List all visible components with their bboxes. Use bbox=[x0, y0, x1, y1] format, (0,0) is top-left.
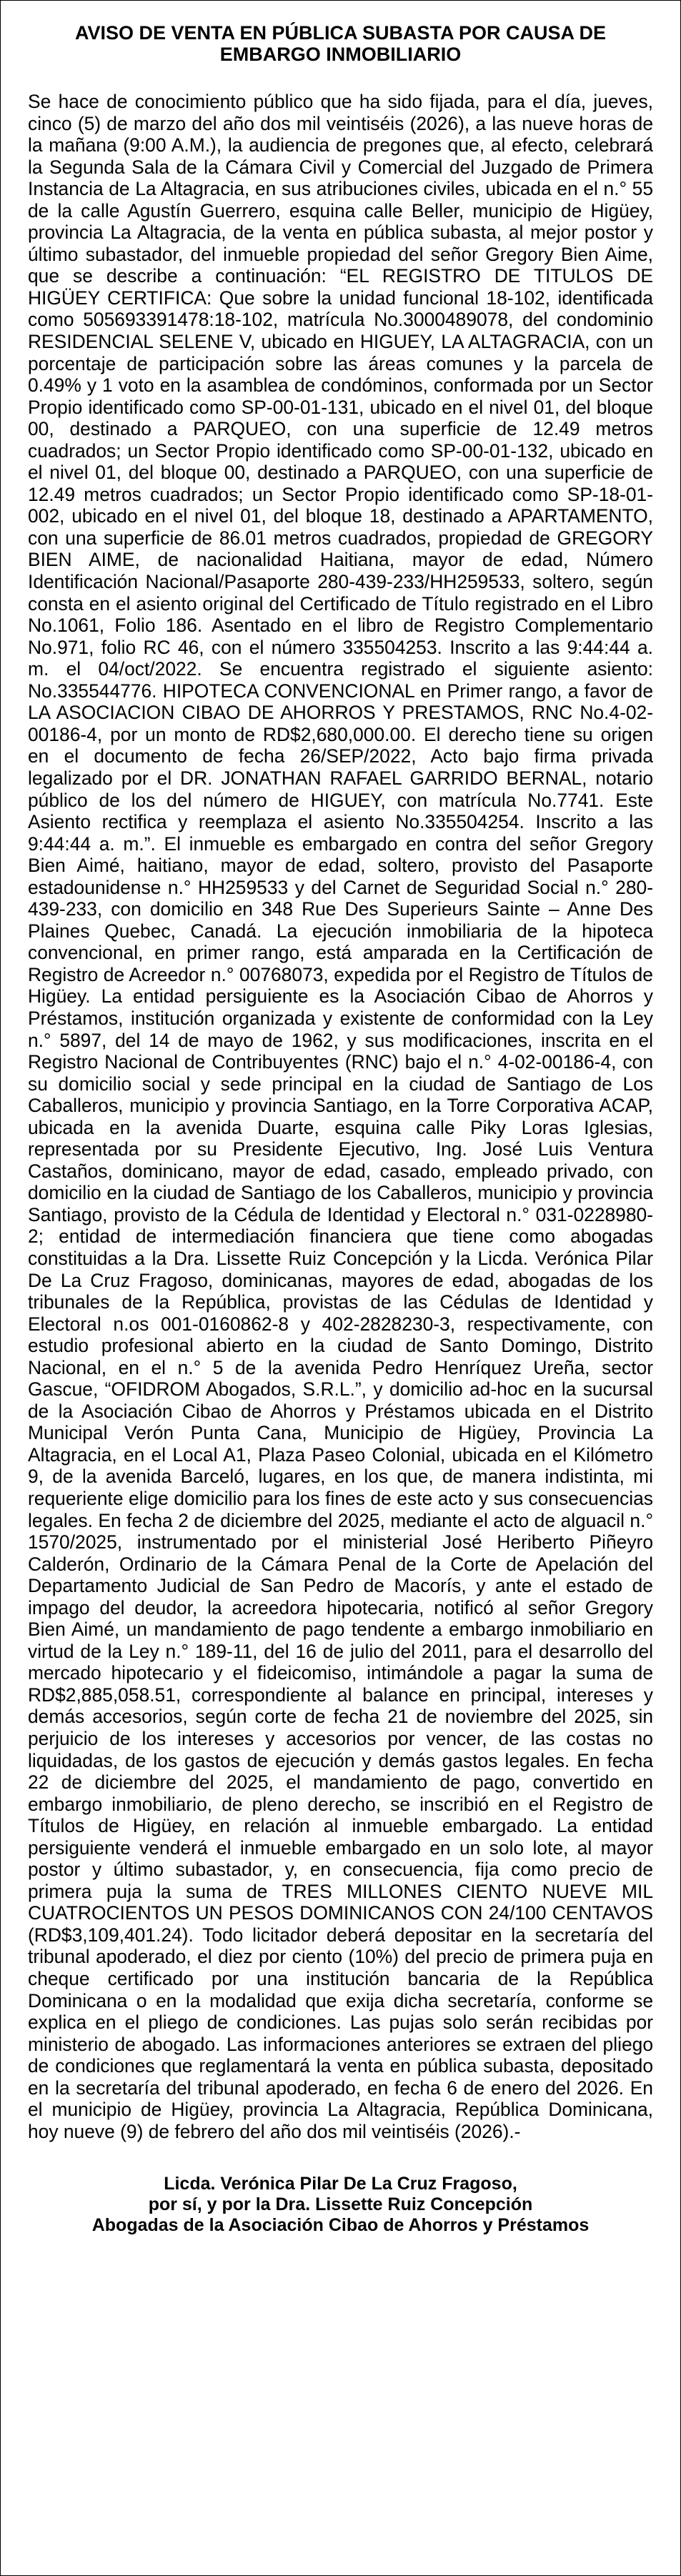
notice-body-text: Se hace de conocimiento público que ha sido fijada, para el día, jueves, cinco (5) de marzo del año dos mil veintiséis (2026), a las nueve horas de la mañana (9:00 A.M.), la audiencia de pregones que, al efecto, celebrará la Segunda Sala de la Cámara Civil y Comercial del Juzgado de Primera Instancia de La Altagracia, en sus atribuciones civiles, ubicada en el n.° 55 de la calle Agustín Guerrero, esquina calle Beller, municipio de Higüey, provincia La Altagracia, de la venta en pública subasta, al mejor postor y último subastador, del inmueble propiedad del señor Gregory Bien Aime, que se describe a continuación: “EL REGISTRO DE TITULOS DE HIGÜEY CERTIFICA: Que sobre la unidad funcional 18-102, identificada como 505693391478:18-102, matrícula No.3000489078, del condominio RESIDENCIAL SELENE V, ubicado en HIGUEY, LA ALTAGRACIA, con un porcentaje de participación sobre las áreas comunes y la parcela de 0.49% y 1 voto en la asamblea de condóminos, conformada por un Sector Propio identificado como SP-00-01-131, ubicado en el nivel 01, del bloque 00, destinado a PARQUEO, con una superficie de 12.49 metros cuadrados; un Sector Propio identificado como SP-00-01-132, ubicado en el nivel 01, del bloque 00, destinado a PARQUEO, con una superficie de 12.49 metros cuadrados; un Sector Propio identificado como SP-18-01-002, ubicado en el nivel 01, del bloque 18, destinado a APARTAMENTO, con una superficie de 86.01 metros cuadrados, propiedad de GREGORY BIEN AIME, de nacionalidad Haitiana, mayor de edad, Número Identificación Nacional/Pasaporte 280-439-233/HH259533, soltero, según consta en el asiento original del Certificado de Título registrado en el Libro No.1061, Folio 186. Asentado en el libro de Registro Complementario No.971, folio RC 46, con el número 335504253. Inscrito a las 9:44:44 a. m. el 04/oct/2022. Se encuentra registrado el siguiente asiento: No.335544776. HIPOTECA CONVENCIONAL en Primer rango, a favor de LA ASOCIACION CIBAO DE AHORROS Y PRESTAMOS, RNC No.4-02-00186-4, por un monto de RD$2,680,000.00. El derecho tiene su origen en el documento de fecha 26/SEP/2022, Acto bajo firma privada legalizado por el DR. JONATHAN RAFAEL GARRIDO BERNAL, notario público de los del número de HIGUEY, con matrícula No.7741. Este Asiento rectifica y reemplaza el asiento No.335504254. Inscrito a las 9:44:44 a. m.”. El inmueble es embargado en contra del señor Gregory Bien Aimé, haitiano, mayor de edad, soltero, provisto del Pasaporte estadounidense n.° HH259533 y del Carnet de Seguridad Social n.° 280-439-233, con domicilio en 348 Rue Des Superieurs Sainte – Anne Des Plaines Quebec, Canadá. La ejecución inmobiliaria de la hipoteca convencional, en primer rango, está amparada en la Certificación de Registro de Acreedor n.° 00768073, expedida por el Registro de Títulos de Higüey. La entidad persiguiente es la Asociación Cibao de Ahorros y Préstamos, institución organizada y existente de conformidad con la Ley n.° 5897, del 14 de mayo de 1962, y sus modificaciones, inscrita en el Registro Nacional de Contribuyentes (RNC) bajo el n.° 4-02-00186-4, con su domicilio social y sede principal en la ciudad de Santiago de Los Caballeros, municipio y provincia Santiago, en la Torre Corporativa ACAP, ubicada en la avenida Duarte, esquina calle Piky Loras Iglesias, representada por su Presidente Ejecutivo, Ing. José Luis Ventura Castaños, dominicano, mayor de edad, casado, empleado privado, con domicilio en la ciudad de Santiago de los Caballeros, municipio y provincia Santiago, provisto de la Cédula de Identidad y Electoral n.° 031-0228980-2; entidad de intermediación financiera que tiene como abogadas constituidas a la Dra. Lissette Ruiz Concepción y la Licda. Verónica Pilar De La Cruz Fragoso, dominicanas, mayores de edad, abogadas de los tribunales de la República, provistas de las Cédulas de Identidad y Electoral n.os 001-0160862-8 y 402-2828230-3, respectivamente, con estudio profesional abierto en la ciudad de Santo Domingo, Distrito Nacional, en el n.° 5 de la avenida Pedro Henríquez Ureña, sector Gascue, “OFIDROM Abogados, S.R.L.”, y domicilio ad-hoc en la sucursal de la Asociación Cibao de Ahorros y Préstamos ubicada en el Distrito Municipal Verón Punta Cana, Municipio de Higüey, Provincia La Altagracia, en el Local A1, Plaza Paseo Colonial, ubicada en el Kilómetro 9, de la avenida Barceló, lugares, en los que, de manera indistinta, mi requeriente elige domicilio para los fines de este acto y sus consecuencias legales. En fecha 2 de diciembre del 2025, mediante el acto de alguacil n.° 1570/2025, instrumentado por el ministerial José Heriberto Piñeyro Calderón, Ordinario de la Cámara Penal de la Corte de Apelación del Departamento Judicial de San Pedro de Macorís, y ante el estado de impago del deudor, la acreedora hipotecaria, notificó al señor Gregory Bien Aimé, un mandamiento de pago tendente a embargo inmobiliario en virtud de la Ley n.° 189-11, del 16 de julio del 2011, para el desarrollo del mercado hipotecario y el fideicomiso, intimándole a pagar la suma de RD$2,885,058.51, correspondiente al balance en principal, intereses y demás accesorios, según corte de fecha 21 de noviembre del 2025, sin perjuicio de los intereses y accesorios por vencer, de las costas no liquidadas, de los gastos de ejecución y demás gastos legales. En fecha 22 de diciembre del 2025, el mandamiento de pago, convertido en embargo inmobiliario, de pleno derecho, se inscribió en el Registro de Títulos de Higüey, en relación al inmueble embargado. La entidad persiguiente venderá el inmueble embargado en un solo lote, al mayor postor y último subastador, y, en consecuencia, fija como precio de primera puja la suma de TRES MILLONES CIENTO NUEVE MIL CUATROCIENTOS UN PESOS DOMINICANOS CON 24/100 CENTAVOS (RD$3,109,401.24). Todo licitador deberá depositar en la secretaría del tribunal apoderado, el diez por ciento (10%) del precio de primera puja en cheque certificado por una institución bancaria de la República Dominicana o en la modalidad que exija dicha secretaría, conforme se explica en el pliego de condiciones. Las pujas solo serán recibidas por ministerio de abogado. Las informaciones anteriores se extraen del pliego de condiciones que reglamentará la venta en pública subasta, depositado en la secretaría del tribunal apoderado, en fecha 6 de enero del 2026. En el municipio de Higüey, provincia La Altagracia, República Dominicana, hoy nueve (9) de febrero del año dos mil veintiséis (2026).- bbox=[28, 91, 653, 2142]
signature-line-2: por sí, y por la Dra. Lissette Ruiz Concepción bbox=[148, 2194, 533, 2215]
notice-title-line-2: EMBARGO INMOBILIARIO bbox=[219, 44, 462, 65]
signature-block bbox=[28, 2174, 653, 2236]
notice-title bbox=[28, 22, 653, 65]
notice-title-line-1: AVISO DE VENTA EN PÚBLICA SUBASTA POR CAUSA DE bbox=[74, 22, 607, 44]
signature-line-1: Licda. Verónica Pilar De La Cruz Fragoso, bbox=[164, 2174, 517, 2194]
signature-line-3: Abogadas de la Asociación Cibao de Ahorros y Préstamos bbox=[91, 2215, 590, 2236]
